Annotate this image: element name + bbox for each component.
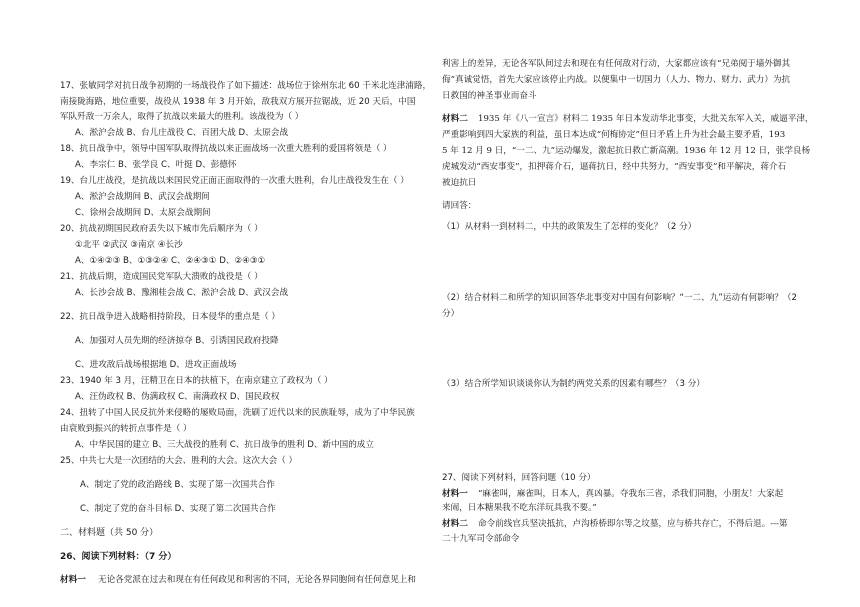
sub-question-2-line2: 分） (442, 309, 460, 319)
q26-material1-text: 无论各党派在过去和现在有任何政见和利害的不同，无论各界同胞间有任何意见上和 (98, 575, 416, 585)
material2-line4: 虎城发动“西安事变”，扣押蒋介石，逼蒋抗日，经中共努力，“西安事变”和平解决，蒋介石 (442, 162, 787, 172)
q17-line2: 南接陇海路，地位重要，战役从 1938 年 3 月开始，敌我双方展开拉锯战，近 20 天后，中国 (60, 97, 416, 107)
q18-options: A、李宗仁 B、张学良 C、叶挺 D、彭德怀 (75, 160, 237, 170)
material1-cont-line1: 利害上的差异，无论各军队间过去和现在有任何敌对行动，大家都应该有“兄弟阋于墙外御其 (442, 59, 791, 69)
q27-material1-line1: “麻雀叫，麻雀叫，日本人，真凶暴。夺我东三省，杀我们同胞，小朋友！大家起 (478, 489, 784, 499)
q24-options: A、中华民国的建立 B、三大战役的胜利 C、抗日战争的胜利 D、新中国的成立 (75, 440, 374, 450)
q17-line3: 军队歼敌一万余人，取得了抗战以来最大的胜利。该战役为（ ） (60, 112, 304, 122)
material2-line1: 1935 年《八一宣言》材料二 1935 年日本发动华北事变，大批关东军入关，威逼平津， (478, 114, 814, 124)
q25-options-2: C、制定了党的奋斗目标 D、实现了第二次国共合作 (80, 504, 276, 514)
q22-options-1: A、加强对人员先期的经济掠夺 B、引诱国民政府投降 (75, 336, 279, 346)
q20-options: A、①④②③ B、①③②④ C、②④③① D、②④③① (75, 256, 266, 266)
q17-options: A、淞沪会战 B、台儿庄战役 C、百团大战 D、太原会战 (75, 128, 289, 138)
section-2-heading: 二、材料题（共 50 分） (60, 528, 159, 538)
sub-question-2-line1: （2）结合材料二和所学的知识回答华北事变对中国有何影响？“一二、九”运动有何影响？（2 (442, 293, 797, 303)
sub-question-3: （3）结合所学知识谈谈你认为制约两党关系的因素有哪些？（3 分） (442, 379, 705, 389)
q22-line1: 22、抗日战争进入战略相持阶段，日本侵华的重点是（ ） (60, 312, 280, 322)
q19-options-1: A、淞沪会战期间 B、武汉会战期间 (75, 192, 210, 202)
q23-line1: 23、1940 年 3 月，汪精卫在日本的扶植下，在南京建立了政权为（ ） (60, 376, 333, 386)
q26-material1-label: 材料一 (60, 575, 86, 585)
material1-cont-line3: 日救国的神圣事业而奋斗 (442, 91, 537, 101)
q27-material2-label: 材料二 (442, 519, 468, 529)
q20-items: ①北平 ②武汉 ③南京 ④长沙 (75, 240, 183, 250)
q19-line1: 19、台儿庄战役，是抗战以来国民党正面正面取得的一次重大胜利，台儿庄战役发生在（ ） (60, 176, 409, 186)
q21-options: A、长沙会战 B、豫湘桂会战 C、淞沪会战 D、武汉会战 (75, 288, 289, 298)
q26-heading: 26、阅读下列材料：（7 分） (60, 552, 177, 562)
material2-label: 材料二 (442, 114, 468, 124)
material2-line3: 5 年 12 月 9 日，“一二、九”运动爆发，激起抗日救亡新高潮。1936 年 12 月 12 日，张学良杨 (442, 146, 811, 156)
q25-options-1: A、制定了党的政治路线 B、实现了第一次国共合作 (80, 480, 275, 490)
material2-line5: 被迫抗日 (442, 178, 477, 188)
q17-line1: 17、张敏同学对抗日战争初期的一场战役作了如下描述：战场位于徐州东北 60 千米北连津浦路， (60, 81, 432, 91)
q21-line1: 21、抗战后期，造成国民党军队大溃败的战役是（ ） (60, 272, 263, 282)
q27-heading: 27、阅读下列材料，回答问题（10 分） (442, 473, 596, 483)
q23-options: A、汪伪政权 B、伪满政权 C、南满政权 D、国民政权 (75, 392, 280, 402)
answer-prompt: 请回答： (442, 201, 477, 211)
q18-line1: 18、抗日战争中，领导中国军队取得抗战以来正面战场一次重大胜利的爱国将领是（ ） (60, 144, 392, 154)
material1-cont-line2: 侮”真诚觉悟，首先大家应该停止内战。以便集中一切国力（人力、物力、财力、武力）为抗 (442, 75, 791, 85)
q20-line1: 20、抗战初期国民政府丢失以下城市先后顺序为（ ） (60, 224, 263, 234)
q22-options-2: C、进攻敌后战场根据地 D、进攻正面战场 (75, 360, 237, 370)
q27-material2-line2: 二十九军司令部命令 (442, 534, 520, 544)
q27-material1-line2: 来闹，日本糖果我不吃东洋玩具我不要。” (442, 503, 597, 513)
q24-line2: 由衰败到振兴的转折点事件是（ ） (60, 424, 192, 434)
q27-material1-label: 材料一 (442, 489, 468, 499)
q19-options-2: C、徐州会战期间 D、太原会战期间 (75, 208, 211, 218)
material2-line2: 严重影响到四大家族的利益，虽日本达成“何梅协定”但日矛盾上升为社会最主要矛盾，193 (442, 130, 786, 140)
sub-question-1: （1）从材料一到材料二，中共的政策发生了怎样的变化？（2 分） (442, 222, 697, 232)
q24-line1: 24、扭转了中国人民反抗外来侵略的屡败局面，洗刷了近代以来的民族耻辱，成为了中华民族 (60, 408, 415, 418)
q27-material2-line1: 命令前线官兵坚决抵抗，卢沟桥桥即尔等之坟墓，应与桥共存亡，不得后退。---第 (478, 519, 788, 529)
q25-line1: 25、中共七大是一次团结的大会、胜利的大会。这次大会（ ） (60, 456, 298, 466)
